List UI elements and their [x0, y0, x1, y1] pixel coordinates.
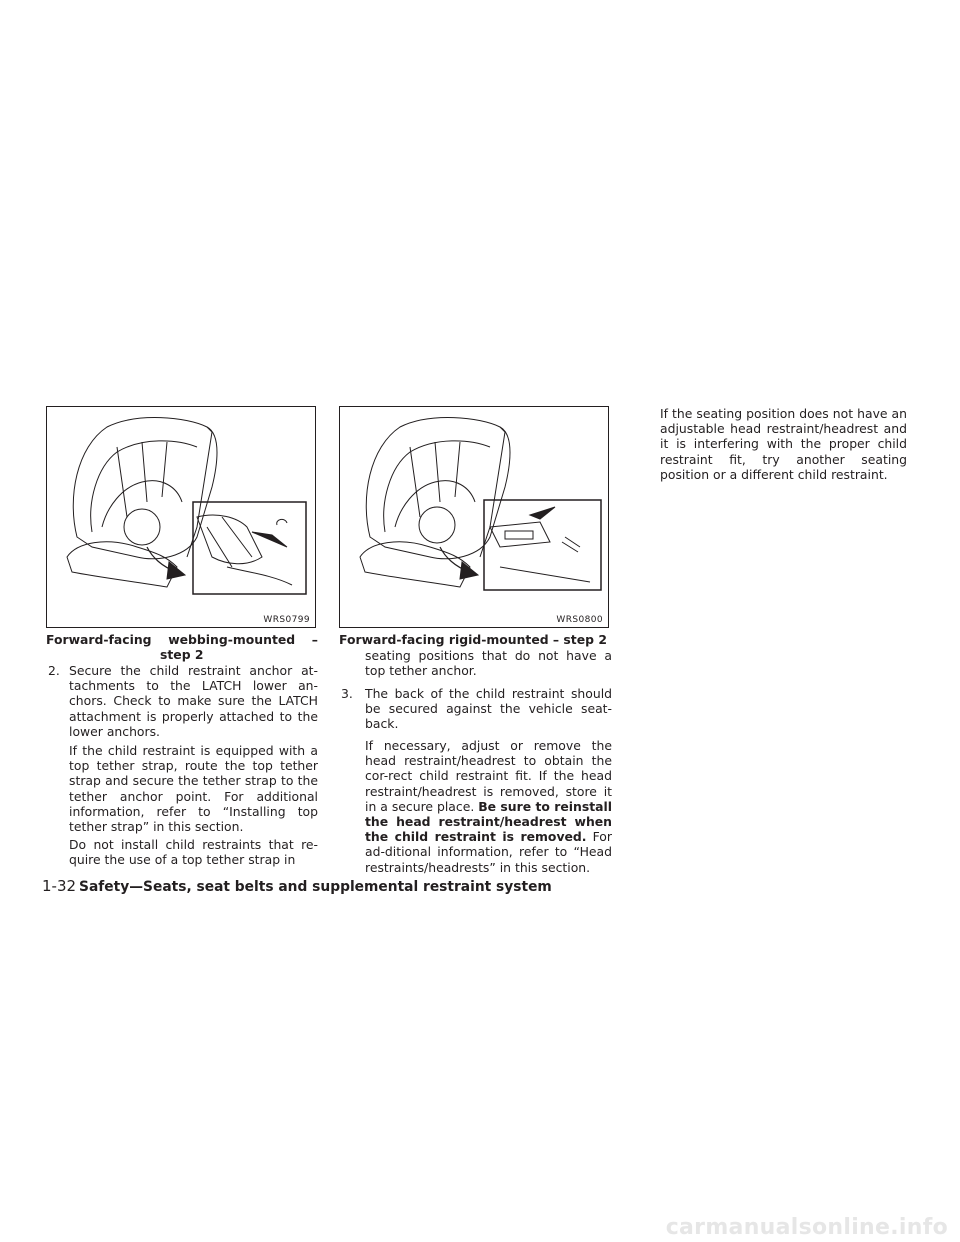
- paragraph-tether: If the child restraint is equipped with a top tether strap, route the top tether strap and secure the tether strap to the tether anchor point. For additional information, refer to “Installing top tether strap” in this section.: [69, 743, 318, 835]
- step-text: The back of the child restraint should be secured against the vehicle seat-back.: [365, 686, 612, 732]
- step-3-item: [339, 686, 612, 732]
- section-title: Safety—Seats, seat belts and supplemental restraint system: [79, 879, 552, 895]
- figure-code: WRS0799: [263, 615, 310, 625]
- watermark: carmanualsonline.info: [665, 1215, 948, 1240]
- figure-rigid-mounted: [339, 406, 609, 628]
- caption-line-2: step 2: [160, 647, 204, 662]
- page-number: 1-32: [42, 877, 77, 895]
- step-text: Secure the child restraint anchor at-tachments to the LATCH lower an-chors. Check to make sure the LATCH attachment is properly attached to the lower anchors.: [69, 663, 318, 739]
- paragraph-seating-position: If the seating position does not have an adjustable head restraint/headrest and it is interfering with the proper child restraint fit, try another seating position or a different child restraint.: [660, 406, 907, 482]
- warning-text: Be sure to reinstall the head restraint/headrest when the child restraint is removed.: [365, 798, 612, 845]
- step-2-item: [46, 663, 318, 739]
- figure-code: WRS0800: [556, 615, 603, 625]
- paragraph-text: For ad-ditional information, refer to “Head restraints/headrests” in this section.: [365, 829, 612, 875]
- child-seat-webbing-illustration: [47, 407, 315, 627]
- caption-line-1: Forward-facing webbing-mounted –: [46, 632, 318, 647]
- child-seat-rigid-illustration: [340, 407, 608, 627]
- paragraph-text: If necessary, adjust or remove the head restraint/headrest to obtain the cor-rect child restraint fit. If the head restraint/headrest is removed, store it in a secure place.: [365, 738, 612, 814]
- figure-caption-rigid: Forward-facing rigid-mounted – step 2: [339, 632, 607, 647]
- step-number: 3.: [341, 686, 353, 701]
- paragraph-continued: seating positions that do not have a top tether anchor.: [365, 648, 612, 679]
- step-number: 2.: [48, 663, 60, 678]
- figure-caption-webbing: [46, 632, 318, 662]
- figure-webbing-mounted: [46, 406, 316, 628]
- paragraph-do-not-install: Do not install child restraints that re-quire the use of a top tether strap in: [69, 837, 318, 868]
- page-footer: [42, 877, 552, 895]
- paragraph-head-restraint: [365, 738, 612, 875]
